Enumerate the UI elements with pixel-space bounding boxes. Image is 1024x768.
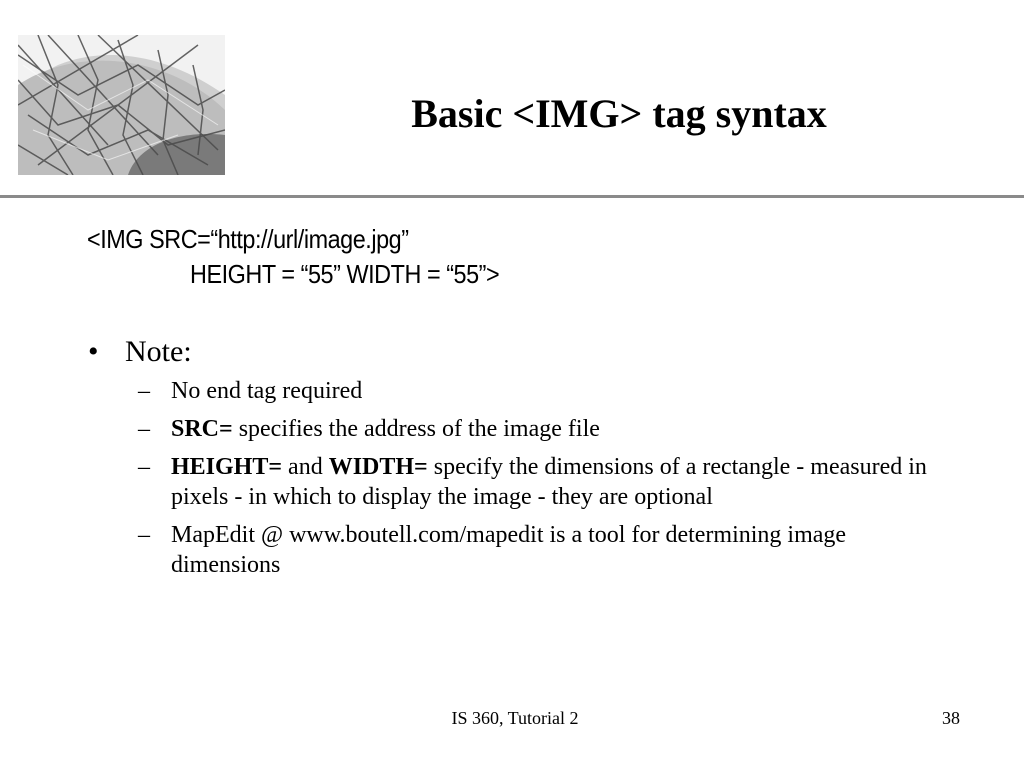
item-text: specify the dimensions of a rectangle - measured in pixels - in which to display the image - they are optional (171, 454, 927, 510)
item-text: and (282, 454, 329, 480)
list-item (138, 452, 938, 512)
note-sub-list (138, 376, 938, 588)
item-keyword: WIDTH= (328, 454, 428, 480)
dash-icon: – (138, 522, 150, 548)
list-item (138, 376, 938, 406)
item-keyword: SRC= (171, 416, 233, 442)
code-example-line-2: HEIGHT = “55” WIDTH = “55”> (190, 259, 500, 289)
slide-title: Basic <IMG> tag syntax (411, 91, 827, 136)
bullet-icon: • (88, 335, 99, 368)
note-label: Note: (125, 335, 192, 368)
dash-icon: – (138, 454, 150, 480)
dash-icon: – (138, 378, 150, 404)
item-keyword: HEIGHT= (171, 454, 283, 480)
code-example-line-1: <IMG SRC=“http://url/image.jpg” (87, 224, 409, 254)
satellite-dish-image (18, 35, 225, 175)
title-divider (0, 195, 1024, 198)
list-item (138, 520, 938, 580)
dash-icon: – (138, 416, 150, 442)
item-text: MapEdit @ www.boutell.com/mapedit is a tool for determining image dimensions (171, 522, 847, 578)
list-item (138, 414, 938, 444)
page-number: 38 (942, 708, 960, 728)
item-text: specifies the address of the image file (232, 416, 600, 442)
item-text: No end tag required (171, 378, 363, 404)
note-bullet-item (88, 334, 192, 370)
footer-course-label: IS 360, Tutorial 2 (451, 708, 579, 728)
